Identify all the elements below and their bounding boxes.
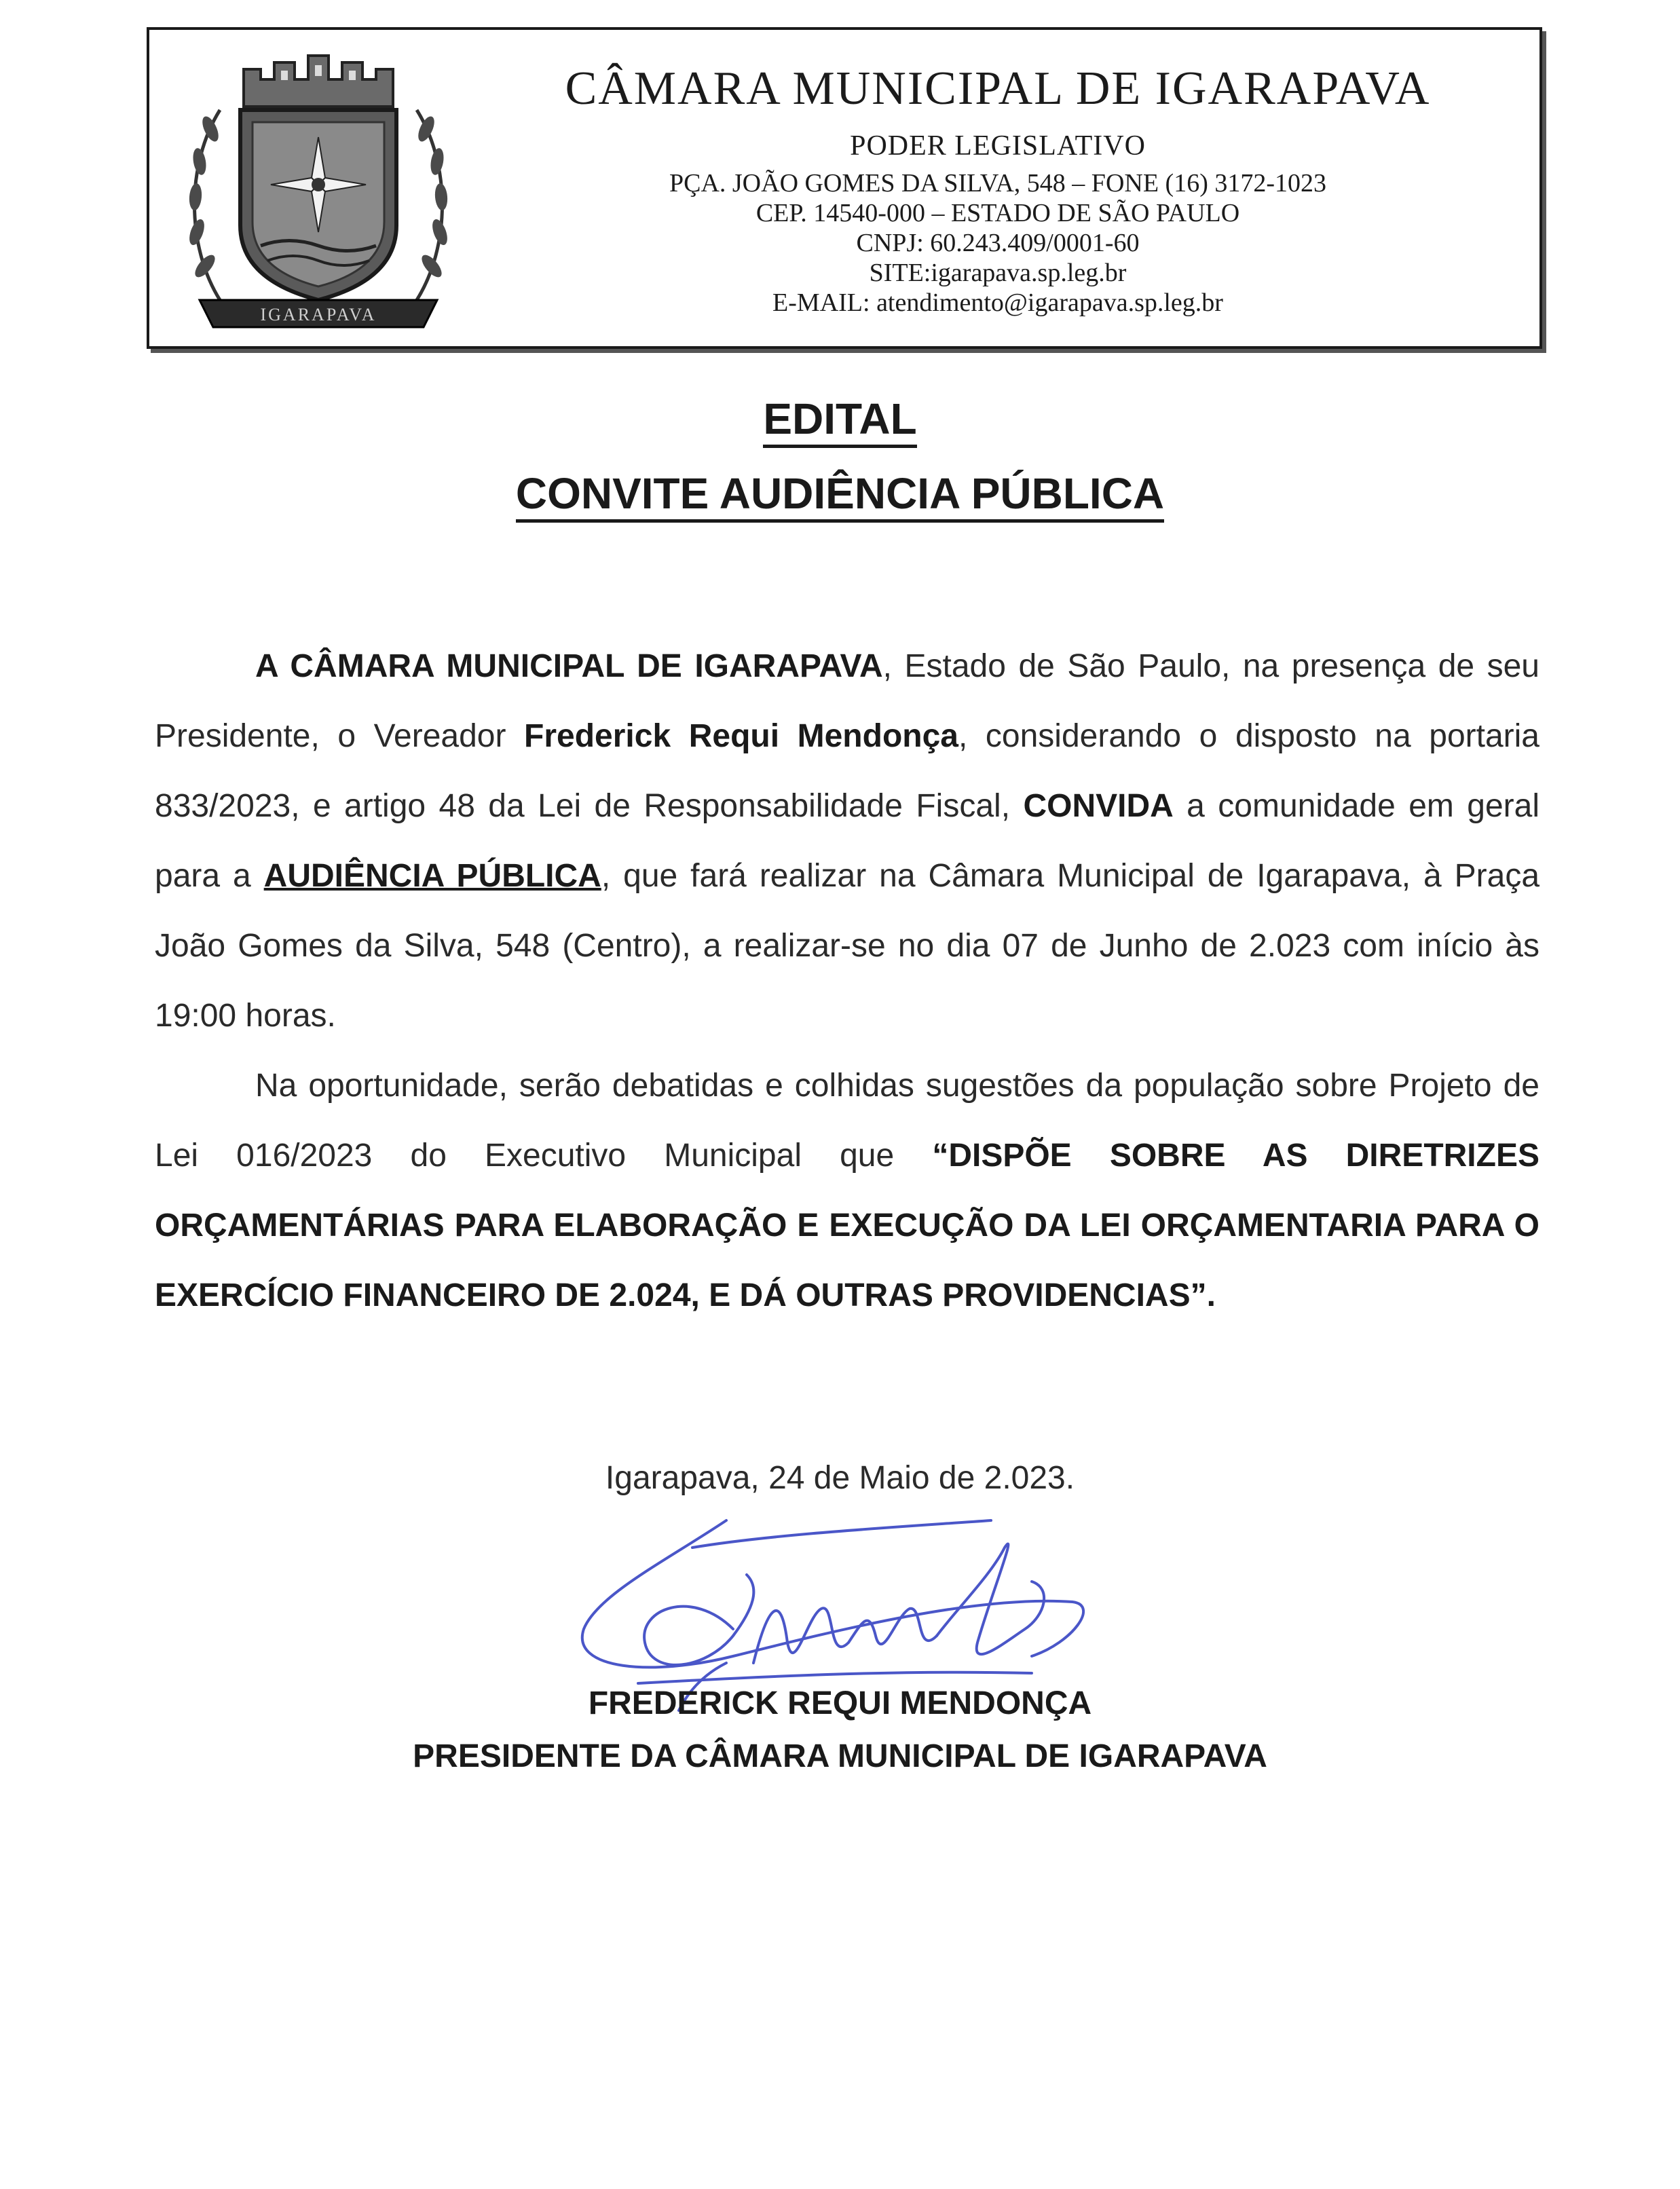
signer-name: FREDERICK REQUI MENDONÇA (588, 1685, 1092, 1721)
bill-title-bold: “DISPÕE SOBRE AS DIRETRIZES ORÇAMENTÁRIAS PARA ELABORAÇÃO E EXECUÇÃO DA LEI ORÇAMENTARIA PARA O EXERCÍCIO FINANCEIRO DE 2.024, E DÁ OUTRAS PROVIDENCIAS”. (155, 1138, 1539, 1313)
paragraph-2-text-a: Na oportunidade, serão debatidas e colhidas sugestões da população sobre Projeto de Lei 016/2023 do Executivo Municipal que (155, 1068, 1539, 1174)
convida-bold: CONVIDA (1023, 788, 1174, 824)
email-line: E-MAIL: atendimento@igarapava.sp.leg.br (772, 288, 1223, 317)
crest-banner-text: IGARAPAVA (260, 305, 377, 324)
president-name-bold: Frederick Requi Mendonça (524, 718, 958, 754)
paragraph-1-text-b: , considerando o disposto na portaria 833/2023, e artigo 48 da Lei de Responsabilidade Fiscal, (155, 718, 1539, 824)
heading-edital (0, 394, 1680, 444)
paragraph-1-text-a: , Estado de São Paulo, na presença de seu Presidente, o Vereador (155, 648, 1539, 754)
paragraph-1-text-d: , que fará realizar na Câmara Municipal de Igarapava, à Praça João Gomes da Silva, 548 (Centro), a realizar-se no dia 07 de Junho de 2.023 com início às 19:00 horas. (155, 858, 1540, 1034)
heading-convite (0, 468, 1680, 519)
coat-of-arms-crest (172, 42, 464, 341)
heading-edital-text: EDITAL (763, 394, 916, 448)
letterhead (147, 27, 1542, 349)
paragraph-invitation (155, 631, 1539, 1051)
cep-line: CEP. 14540-000 – ESTADO DE SÃO PAULO (755, 199, 1240, 227)
letterhead-text (557, 30, 1439, 318)
paragraph-1-text-c: a comunidade em geral para a (155, 788, 1540, 894)
cnpj-line: CNPJ: 60.243.409/0001-60 (856, 229, 1140, 257)
institution-subtitle: PODER LEGISLATIVO (850, 130, 1146, 162)
audiencia-publica-bold: AUDIÊNCIA PÚBLICA (263, 858, 601, 894)
paragraph-topic (155, 1051, 1539, 1330)
institution-title: CÂMARA MUNICIPAL DE IGARAPAVA (565, 62, 1431, 115)
signer-role: PRESIDENTE DA CÂMARA MUNICIPAL DE IGARAPAVA (413, 1738, 1267, 1774)
heading-convite-text: CONVITE AUDIÊNCIA PÚBLICA (516, 469, 1164, 523)
address-line: PÇA. JOÃO GOMES DA SILVA, 548 – FONE (16) 3172-1023 (669, 169, 1327, 198)
site-line: SITE:igarapava.sp.leg.br (869, 259, 1127, 287)
institution-name-bold: A CÂMARA MUNICIPAL DE IGARAPAVA (255, 648, 883, 684)
date-line: Igarapava, 24 de Maio de 2.023. (605, 1460, 1075, 1496)
